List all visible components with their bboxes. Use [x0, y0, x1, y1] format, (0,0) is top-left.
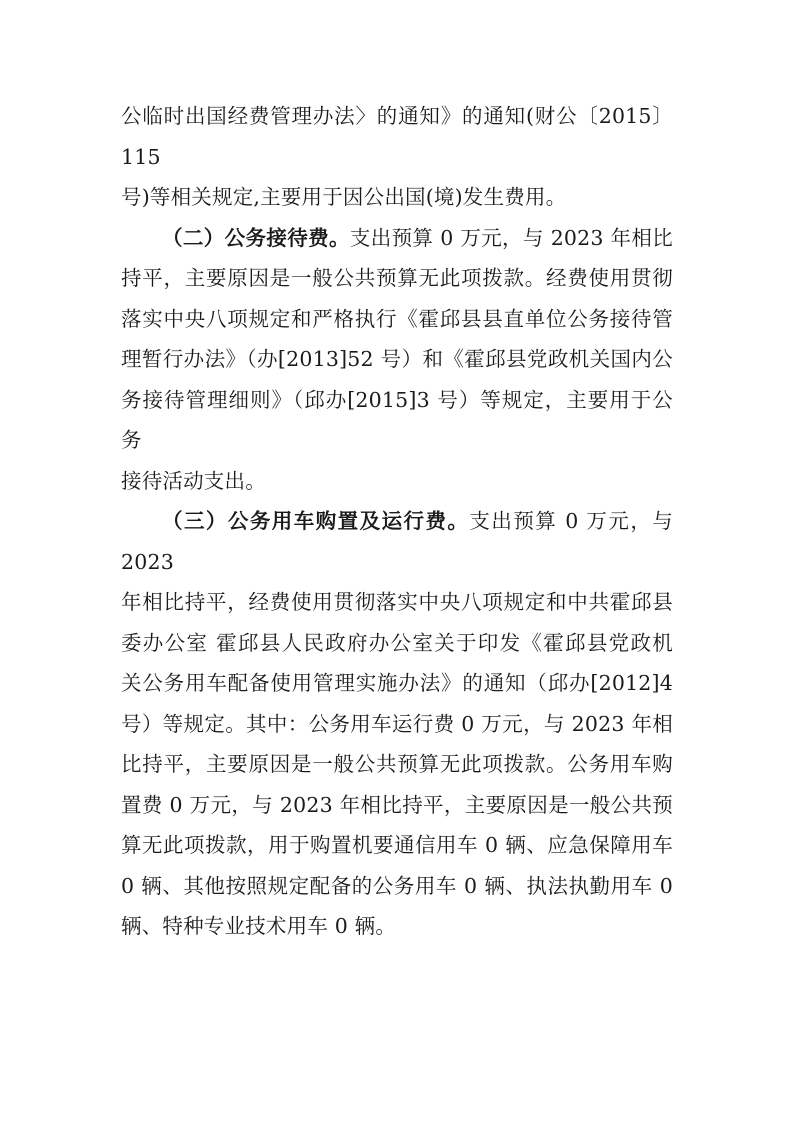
text-line: 比持平，主要原因是一般公共预算无此项拨款。公务用车购	[121, 752, 673, 776]
text-line: 理暂行办法》（办[2013]52 号）和《霍邱县党政机关国内公	[121, 347, 673, 371]
text-line: 务接待管理细则》（邱办[2015]3 号）等规定，主要用于公务	[121, 387, 673, 452]
text-line: 委办公室 霍邱县人民政府办公室关于印发《霍邱县党政机	[121, 630, 673, 655]
text-fragment: 支出预算 0 万元，与 2023 年相比	[349, 225, 673, 250]
text-line: 关公务用车配备使用管理实施办法》的通知（邱办[2012]4	[121, 671, 673, 695]
text-line: 辆、特种专业技术用车 0 辆。	[121, 914, 397, 938]
text-line: 落实中央八项规定和严格执行《霍邱县县直单位公务接待管	[121, 306, 673, 331]
text-line-with-heading	[121, 218, 673, 259]
section-heading-reception: （二）公务接待费。	[162, 225, 350, 250]
document-body	[121, 96, 673, 947]
section-heading-vehicles: （三）公务用车购置及运行费。	[162, 509, 470, 533]
text-line-with-heading	[121, 501, 673, 582]
text-line: 0 辆、其他按照规定配备的公务用车 0 辆、执法执勤用车 0	[121, 873, 673, 898]
paragraph-vehicle-expenses	[121, 501, 673, 947]
text-line: 号)等相关规定,主要用于因公出国(境)发生费用。	[121, 185, 567, 209]
text-line: 号）等规定。其中：公务用车运行费 0 万元，与 2023 年相	[121, 711, 673, 736]
text-line: 算无此项拨款，用于购置机要通信用车 0 辆、应急保障用车	[121, 833, 673, 857]
text-fragment: 支出预算 0 万元，与 2023	[121, 509, 673, 574]
text-line: 接待活动支出。	[121, 468, 266, 493]
text-line: 年相比持平，经费使用贯彻落实中央八项规定和中共霍邱县	[121, 590, 673, 614]
text-line: 公临时出国经费管理办法〉的通知》的通知(财公〔2015〕115	[121, 104, 673, 169]
text-line: 置费 0 万元，与 2023 年相比持平，主要原因是一般公共预	[121, 792, 673, 817]
text-line: 持平，主要原因是一般公共预算无此项拨款。经费使用贯彻	[121, 266, 673, 290]
paragraph-reception-expenses	[121, 218, 673, 502]
paragraph-overseas-travel-continuation	[121, 96, 673, 218]
